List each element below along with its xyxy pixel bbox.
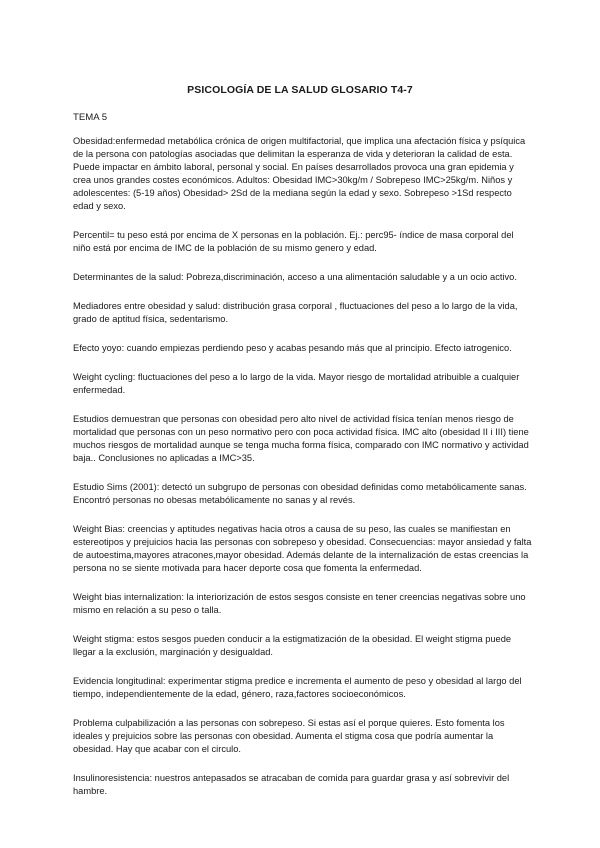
glossary-entry: Problema culpabilización a las personas con sobrepeso. Si estas así el porque quieres. Esto fomenta los ideales y prejuicios sobre las personas con obesidad. Aumenta el stigma cosa que podría aumentar la obesidad. Hay que acabar con el circulo. (73, 718, 505, 754)
glossary-entry: Evidencia longitudinal: experimentar stigma predice e incrementa el aumento de peso y obesidad al largo del tiempo, independientemente de la edad, género, raza,factores socioeconómicos. (73, 676, 522, 699)
glossary-entry: Weight Bias: creencias y aptitudes negativas hacia otros a causa de su peso, las cuales se manifiestan en estereotipos y prejuicios hacia las personas con sobrepeso y obesidad. Consecuencias: mayor ansiedad y falta de autoestima,mayores atracones,mayor obesidad. Además delante de la internalización de estas creencias la persona no se siente motivada para hacer deporte cosa que fomenta la enfermedad. (73, 524, 532, 573)
glossary-entry: Weight bias internalization: la interiorización de estos sesgos consiste en tener creencias negativas sobre uno mismo en relación a su peso o talla. (73, 592, 526, 615)
glossary-entry: Percentil= tu peso está por encima de X personas en la población. Ej.: perc95- índice de masa corporal del niño está por encima de IMC de la población de su mismo genero y edad. (73, 230, 514, 253)
glossary-entry: Efecto yoyo: cuando empiezas perdiendo peso y acabas pesando más que al principio. Efecto iatrogenico. (73, 343, 512, 353)
glossary-entry: Weight cycling: fluctuaciones del peso a lo largo de la vida. Mayor riesgo de mortalidad atribuible a cualquier enfermedad. (73, 372, 520, 395)
glossary-entries (73, 135, 533, 814)
glossary-entry: Obesidad:enfermedad metabólica crónica de origen multifactorial, que implica una afectación física y psíquica de la persona con patologías asociadas que delimitan la esperanza de vida y deterioran la calidad de esta. Puede impactar en ámbito laboral, personal y social. En países desarrollados provoca una gran epidemia y crea unos grandes costes económicos. Adultos: Obesidad IMC>30kg/m / Sobrepeso IMC>25kg/m. Niños y adolescentes: (5-19 años) Obesidad> 2Sd de la mediana según la edad y sexo. Sobrepeso >1Sd respecto edad y sexo. (73, 136, 526, 211)
glossary-entry: Mediadores entre obesidad y salud: distribución grasa corporal , fluctuaciones del peso a lo largo de la vida, grado de aptitud física, sedentarismo. (73, 301, 518, 324)
glossary-entry: Insulinoresistencia: nuestros antepasados se atracaban de comida para guardar grasa y así sobrevivir del hambre. (73, 773, 510, 796)
document-title: PSICOLOGÍA DE LA SALUD GLOSARIO T4-7 (187, 84, 413, 96)
glossary-entry: Weight stigma: estos sesgos pueden conducir a la estigmatización de la obesidad. El weight stigma puede llegar a la exclusión, marginación y desigualdad. (73, 634, 512, 657)
section-heading: TEMA 5 (73, 112, 108, 123)
glossary-entry: Determinantes de la salud: Pobreza,discriminación, acceso a una alimentación saludable y a un ocio activo. (73, 272, 517, 282)
glossary-entry: Estudio Sims (2001): detectó un subgrupo de personas con obesidad definidas como metabólicamente sanas. Encontró personas no obesas metabólicamente no sanas y al revés. (73, 482, 527, 505)
glossary-entry: Estudios demuestran que personas con obesidad pero alto nivel de actividad física tenían menos riesgo de mortalidad que personas con un peso normativo pero con poca actividad física. IMC alto (obesidad II i III) tiene muchos riesgos de mortalidad aunque se tenga mucha forma física, comparado con IMC normativo y actividad baja.. Conclusiones no aplicadas a IMC>35. (73, 414, 529, 463)
